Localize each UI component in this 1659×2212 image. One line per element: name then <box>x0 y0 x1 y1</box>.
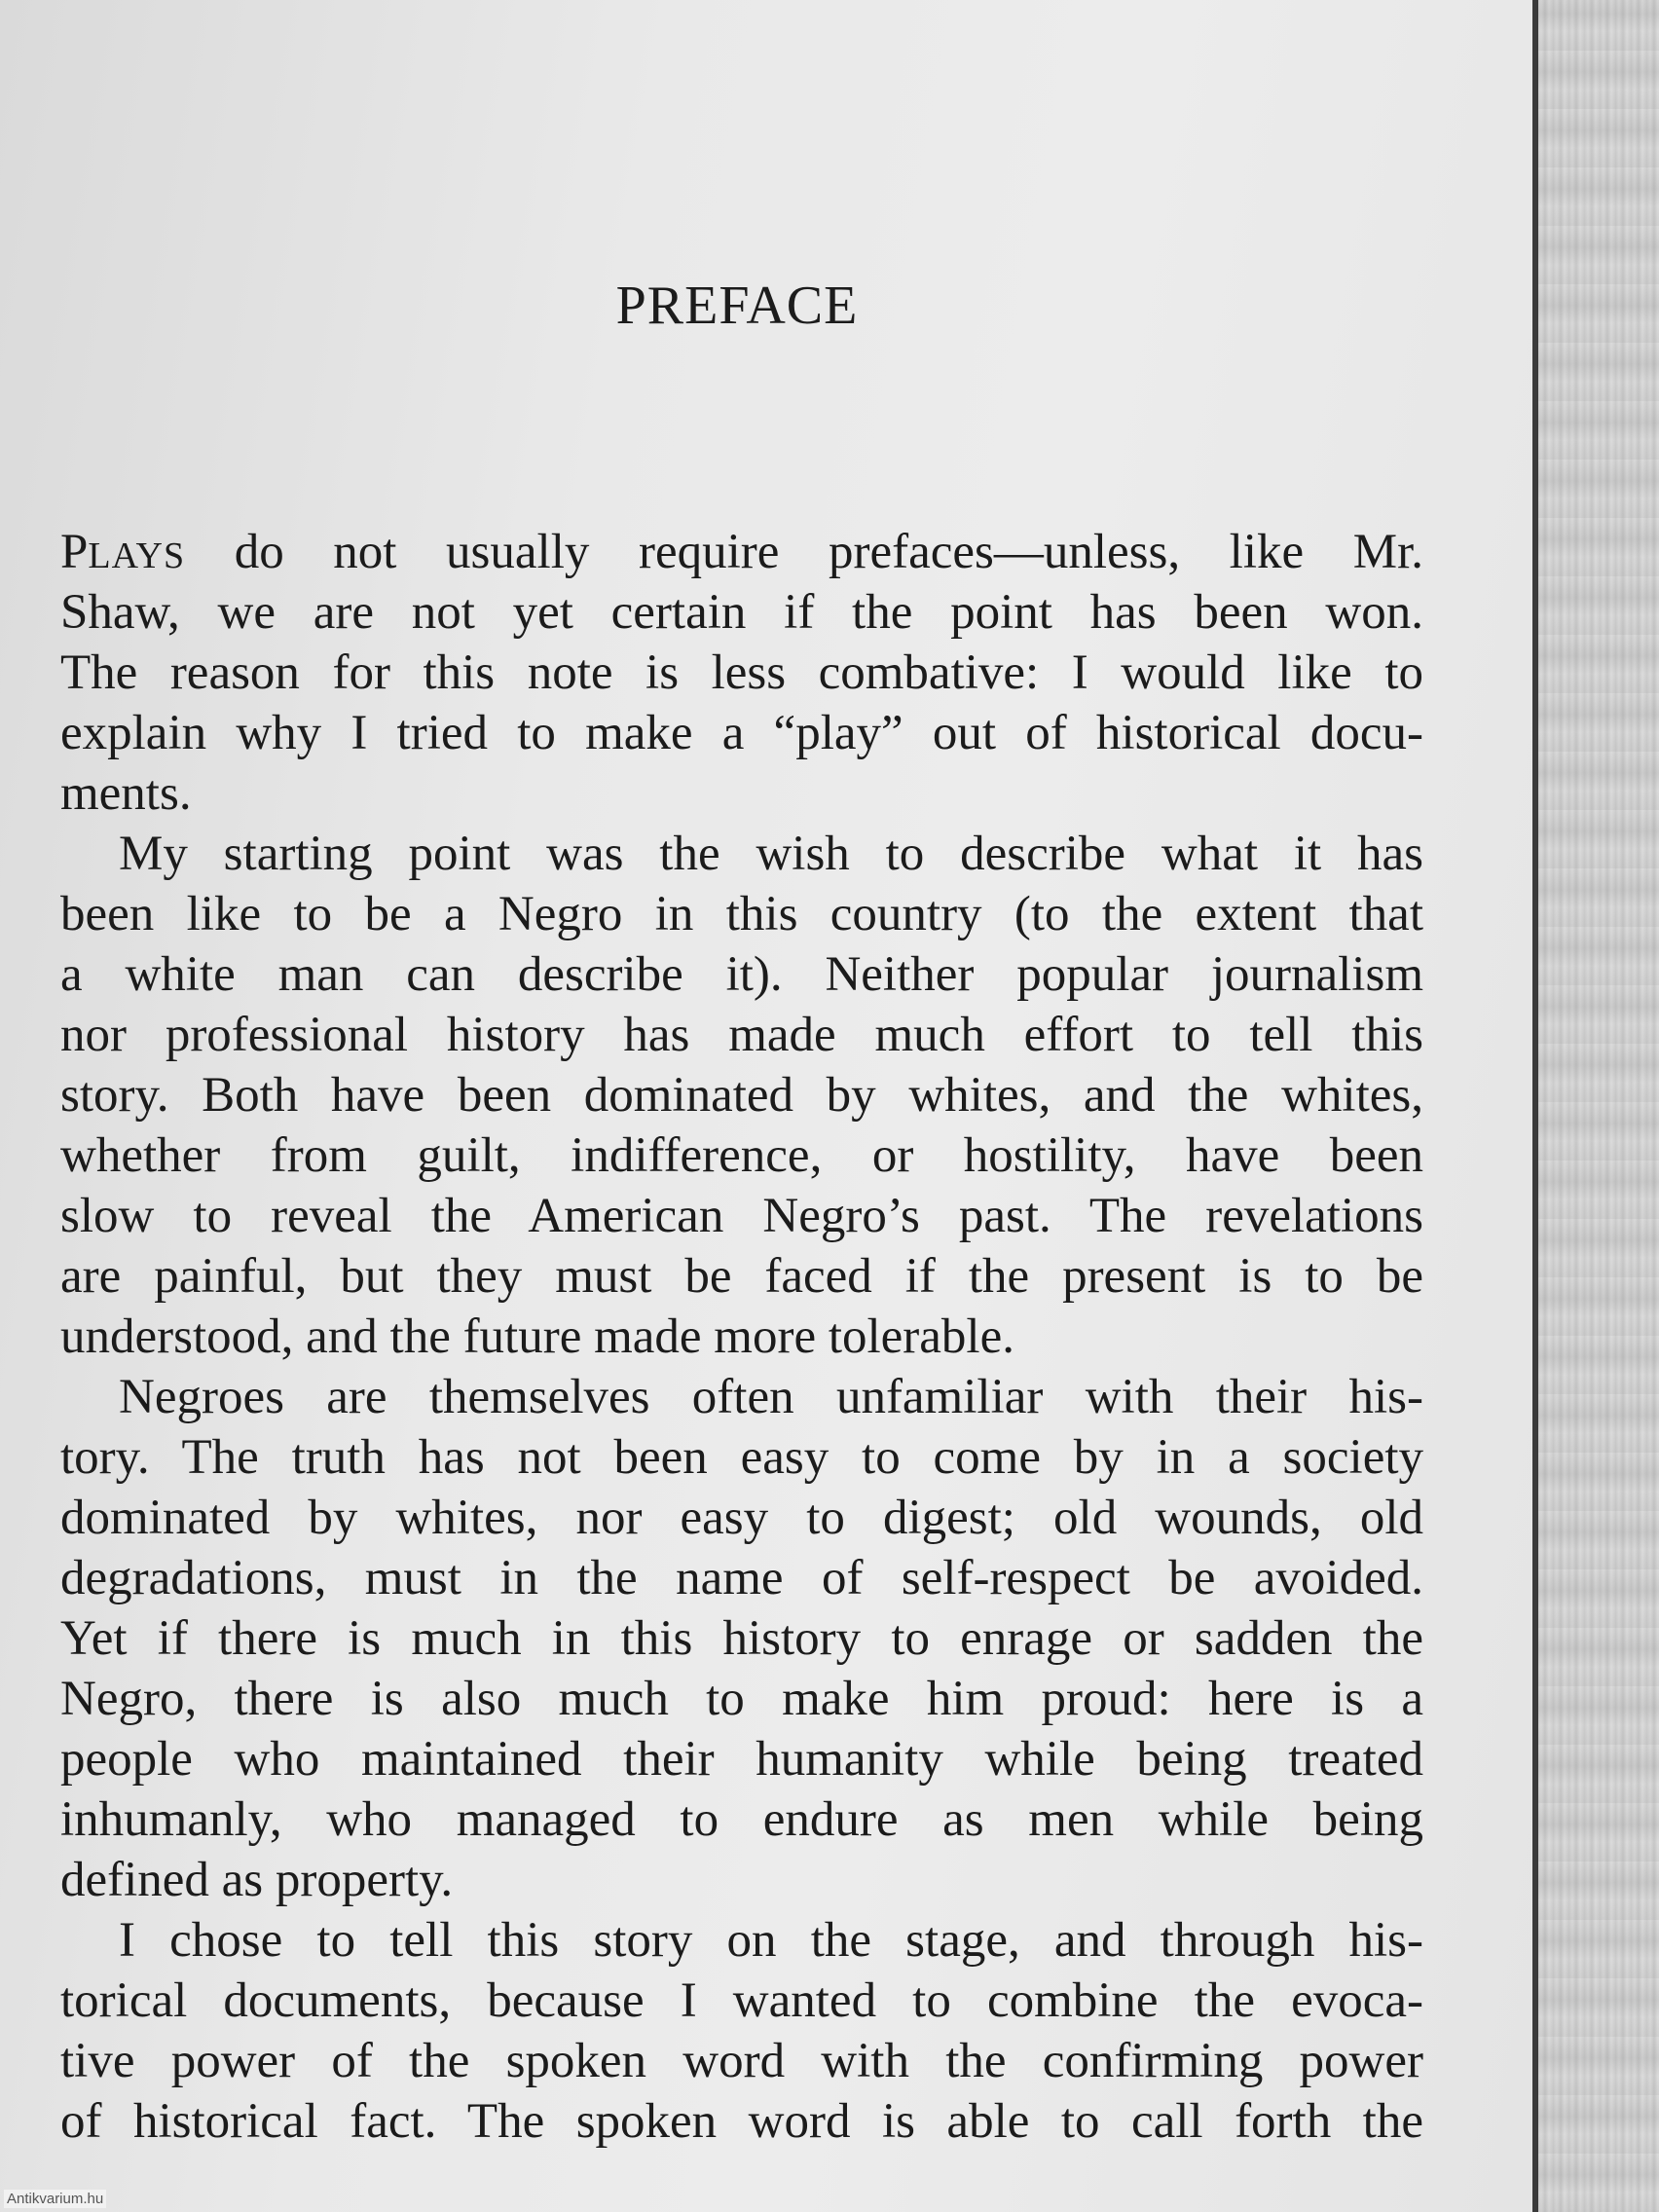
watermark-label: Antikvarium.hu <box>4 2190 106 2208</box>
text-line: a white man can describe it). Neither popular journalism <box>60 947 1423 1002</box>
text-line: nor professional history has made much effort to tell this <box>60 1008 1423 1062</box>
text-line: Negro, there is also much to make him proud: here is a <box>60 1672 1423 1726</box>
text-line: explain why I tried to make a “play” out of historical docu- <box>60 706 1423 760</box>
text-line: slow to reveal the American Negro’s past. The revelations <box>60 1189 1423 1243</box>
text-line: inhumanly, who managed to endure as men while being <box>60 1792 1423 1847</box>
text-line: understood, and the future made more tolerable. <box>60 1309 1014 1364</box>
paragraph-2 <box>60 824 1423 1367</box>
paragraph-4 <box>60 1910 1423 2152</box>
lead-word-rest: LAYS <box>88 535 186 576</box>
text-line: Yet if there is much in this history to enrage or sadden the <box>60 1611 1423 1666</box>
text-line: The reason for this note is less combative: I would like to <box>60 645 1423 700</box>
text-line: Negroes are themselves often unfamiliar with their his- <box>119 1370 1423 1424</box>
wooden-background <box>1538 0 1659 2212</box>
text-line: tory. The truth has not been easy to come by in a society <box>60 1430 1423 1485</box>
text-line: are painful, but they must be faced if the present is to be <box>60 1249 1423 1304</box>
text-line: torical documents, because I wanted to combine the evoca- <box>60 1973 1423 2028</box>
text-line: Shaw, we are not yet certain if the point has been won. <box>60 585 1423 640</box>
text-line: My starting point was the wish to describe what it has <box>119 827 1423 881</box>
text-line: defined as property. <box>60 1853 454 1907</box>
paragraph-1 <box>60 522 1423 824</box>
text-line: I chose to tell this story on the stage, and through his- <box>119 1913 1423 1968</box>
text-line: of historical fact. The spoken word is able to call forth the <box>60 2094 1423 2149</box>
text-line: degradations, must in the name of self-respect be avoided. <box>60 1551 1423 1605</box>
text-line: people who maintained their humanity while being treated <box>60 1732 1423 1787</box>
lead-word-initial: P <box>60 525 89 579</box>
text-line: tive power of the spoken word with the confirming power <box>60 2034 1423 2088</box>
text-line-content: do not usually require prefaces—unless, like Mr. <box>185 525 1423 579</box>
text-line: ments. <box>60 766 192 821</box>
text-line <box>60 522 1423 582</box>
text-line: dominated by whites, nor easy to digest; old wounds, old <box>60 1491 1423 1545</box>
text-line: story. Both have been dominated by whites, and the whites, <box>60 1068 1423 1123</box>
page-title: PREFACE <box>615 276 859 336</box>
preface-body <box>60 522 1423 2152</box>
paragraph-3 <box>60 1367 1423 1910</box>
text-line: been like to be a Negro in this country (to the extent that <box>60 887 1423 941</box>
text-line: whether from guilt, indifference, or hostility, have been <box>60 1128 1423 1183</box>
